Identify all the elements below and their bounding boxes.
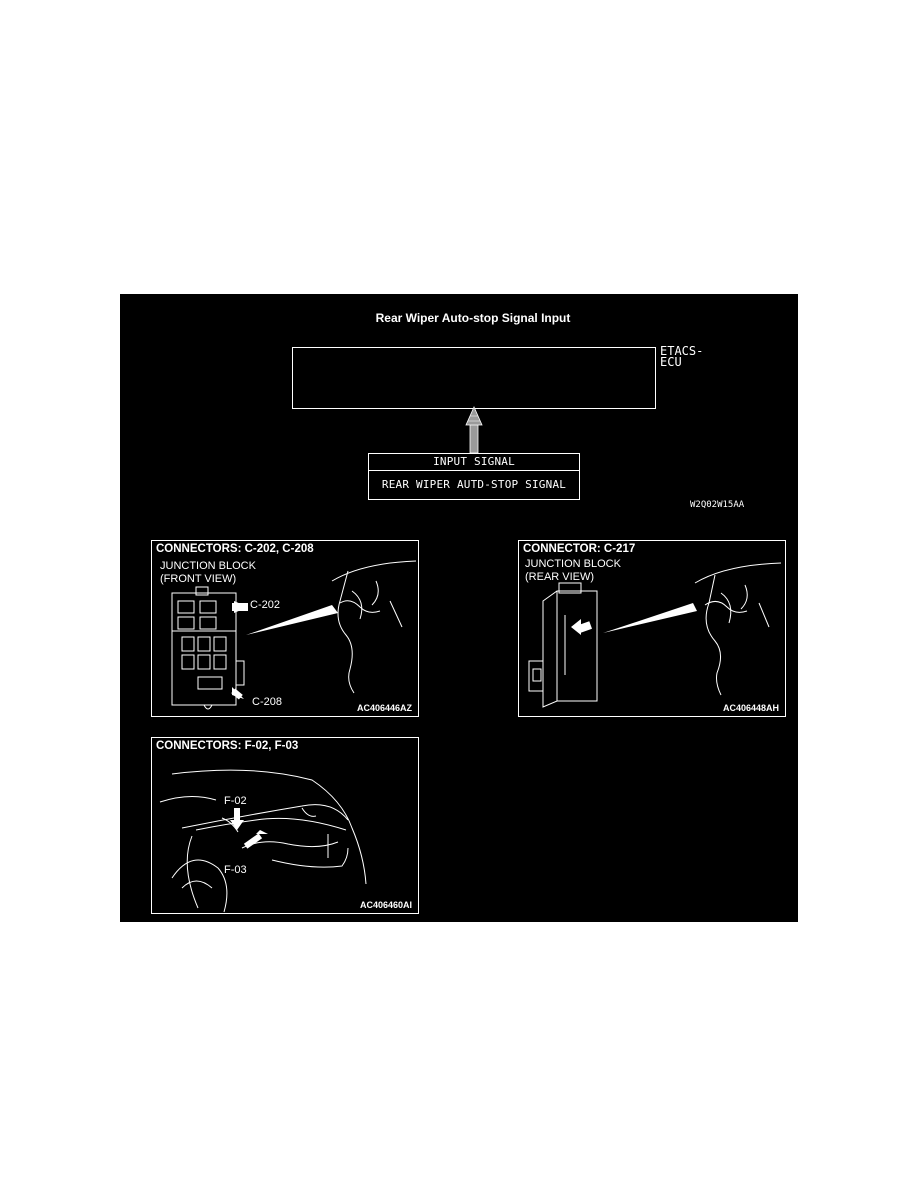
junction-block-front-illustration xyxy=(152,541,418,716)
panel-subtitle: JUNCTION BLOCK (FRONT VIEW) xyxy=(160,560,256,585)
ecu-label: ETACS- ECU xyxy=(660,344,704,369)
diagram-title: Rear Wiper Auto-stop Signal Input xyxy=(375,311,571,325)
panel-title: CONNECTORS: F-02, F-03 xyxy=(156,740,299,752)
signal-table xyxy=(368,453,580,500)
junction-block-rear-illustration xyxy=(519,541,785,716)
figure-code: AC406460AI xyxy=(359,900,412,910)
callout-c202: C-202 xyxy=(250,599,280,611)
connector-panel-f02-f03 xyxy=(151,737,419,914)
connector-panel-c202-c208 xyxy=(151,540,419,717)
panel-title: CONNECTORS: C-202, C-208 xyxy=(156,543,314,555)
wiring-figure xyxy=(120,294,798,922)
callout-f03: F-03 xyxy=(224,864,247,876)
figure-code: AC406446AZ xyxy=(356,703,412,713)
vehicle-rear-illustration xyxy=(152,738,418,913)
signal-table-header: INPUT SIGNAL xyxy=(433,455,515,468)
figure-code: AC406448AH xyxy=(722,703,779,713)
panel-title: CONNECTOR: C-217 xyxy=(523,543,636,555)
diagram-code: W2Q02W15AA xyxy=(690,500,745,510)
connector-panel-c217 xyxy=(518,540,786,717)
callout-f02: F-02 xyxy=(224,795,247,807)
callout-c208: C-208 xyxy=(252,696,282,708)
signal-table-value: REAR WIPER AUTD-STOP SIGNAL xyxy=(369,470,579,499)
panel-subtitle: JUNCTION BLOCK (REAR VIEW) xyxy=(525,558,621,583)
